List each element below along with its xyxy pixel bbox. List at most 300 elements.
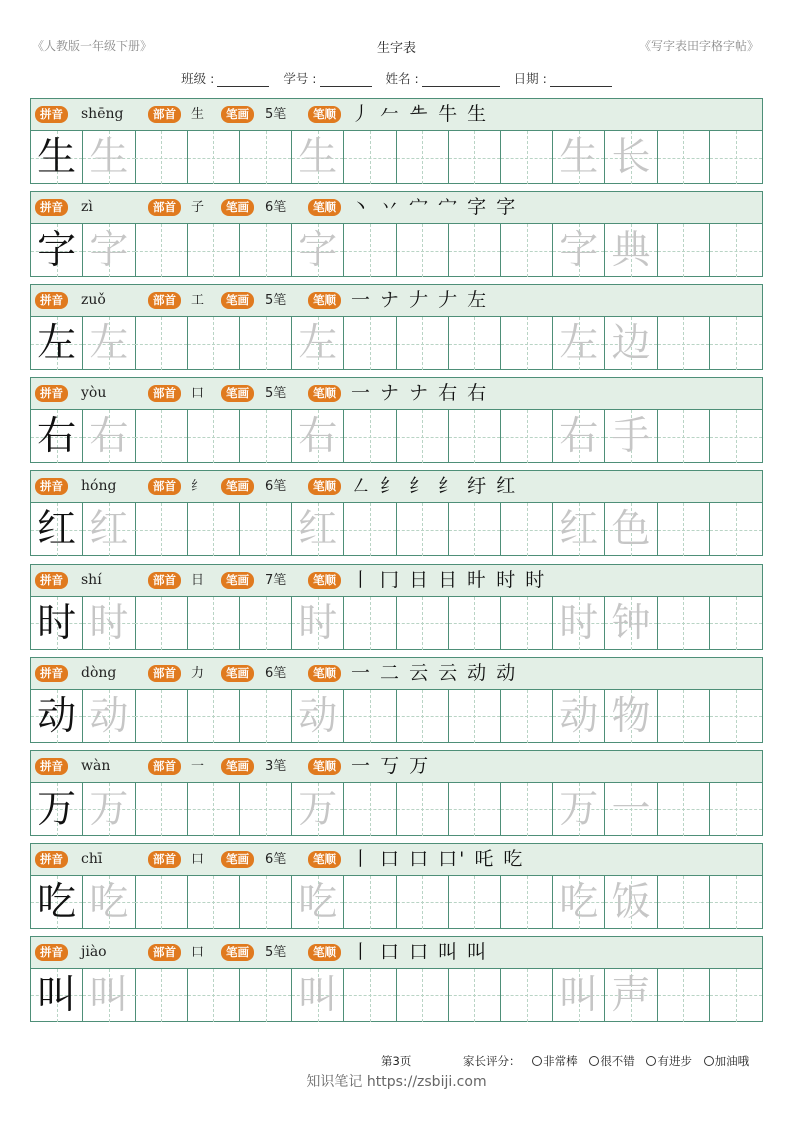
pinyin-label: 拼音 (35, 944, 68, 961)
grid-cell[interactable] (449, 131, 501, 184)
grid-cell[interactable] (188, 783, 240, 836)
grid-cell[interactable] (605, 597, 657, 650)
char-row (30, 284, 763, 370)
stroke-order-value: 丿 𠂉 𠂒 牛 生 (351, 103, 489, 125)
page-title: 生字表 (376, 41, 416, 56)
grid-cell[interactable] (605, 317, 657, 370)
strokes-value: 6笔 (265, 479, 287, 495)
pinyin-value: dòng (81, 664, 117, 681)
trace-character: 时 (89, 600, 129, 646)
trace-character: 动 (559, 693, 599, 739)
model-character: 左 (37, 321, 77, 367)
trace-character: 饭 (611, 879, 651, 925)
stroke-order-label: 笔顺 (308, 478, 341, 495)
header-right: 《写字表田字格字帖》 (638, 39, 759, 53)
grid-cell[interactable] (188, 969, 240, 1022)
stroke-order-value: 丶 丷 宀 宀 字 字 (351, 196, 518, 219)
radical-value: 纟 (191, 479, 205, 495)
radical-value: 日 (191, 572, 205, 588)
model-character: 右 (37, 414, 77, 460)
grid-cell[interactable] (135, 224, 187, 277)
grid-cell[interactable] (31, 224, 83, 277)
writing-grid (31, 783, 762, 836)
pinyin-label: 拼音 (35, 385, 68, 402)
strokes-label: 笔画 (221, 944, 254, 961)
grid-cell[interactable] (501, 317, 553, 370)
radical-value: 口 (191, 851, 205, 867)
grid-cell[interactable] (135, 876, 187, 929)
radical-value: 一 (191, 758, 205, 774)
radical-label: 部首 (148, 292, 181, 309)
grid-cell[interactable] (605, 969, 657, 1022)
trace-character: 吃 (559, 879, 599, 925)
stroke-order-label: 笔顺 (308, 944, 341, 961)
stroke-order-value: 一 丂 万 (351, 754, 431, 777)
writing-grid (31, 410, 762, 463)
pinyin-label: 拼音 (35, 665, 68, 682)
stroke-order-label: 笔顺 (308, 199, 341, 216)
writing-grid (31, 969, 762, 1022)
grid-cell[interactable] (83, 969, 135, 1022)
grid-cell[interactable] (501, 410, 553, 463)
grid-cell[interactable] (344, 410, 396, 463)
grid-cell[interactable] (135, 503, 187, 556)
grid-cell[interactable] (83, 503, 135, 556)
pinyin-label: 拼音 (35, 199, 68, 216)
grid-cell[interactable] (292, 131, 344, 184)
grid-cell[interactable] (135, 783, 187, 836)
grid-cell[interactable] (605, 131, 657, 184)
trace-character: 红 (298, 507, 338, 553)
grid-cell[interactable] (397, 503, 449, 556)
grid-cell[interactable] (658, 317, 710, 370)
stroke-order-value: 一 ナ ナ 右 右 (351, 382, 489, 405)
grid-cell[interactable] (710, 317, 762, 370)
grid-cell[interactable] (658, 876, 710, 929)
grid-cell[interactable] (240, 503, 292, 556)
grid-cell[interactable] (553, 690, 605, 743)
strokes-label: 笔画 (221, 106, 254, 123)
grid-cell[interactable] (710, 969, 762, 1022)
grid-cell[interactable] (292, 317, 344, 370)
grid-cell[interactable] (553, 783, 605, 836)
grid-cell[interactable] (344, 597, 396, 650)
grid-cell[interactable] (449, 783, 501, 836)
pinyin-label: 拼音 (35, 572, 68, 589)
grid-cell[interactable] (83, 597, 135, 650)
grid-cell[interactable] (31, 317, 83, 370)
radical-label: 部首 (148, 199, 181, 216)
strokes-value: 6笔 (265, 665, 287, 681)
grid-cell[interactable] (292, 597, 344, 650)
grid-cell[interactable] (188, 876, 240, 929)
grid-cell[interactable] (188, 690, 240, 743)
grid-cell[interactable] (710, 597, 762, 650)
trace-character: 红 (89, 507, 129, 553)
grid-cell[interactable] (135, 597, 187, 650)
grid-cell[interactable] (553, 597, 605, 650)
trace-character: 动 (89, 693, 129, 739)
grid-cell[interactable] (449, 317, 501, 370)
grid-cell[interactable] (31, 783, 83, 836)
row-header (31, 471, 762, 503)
grid-cell[interactable] (710, 876, 762, 929)
grid-cell[interactable] (188, 503, 240, 556)
strokes-label: 笔画 (221, 292, 254, 309)
header-left: 《人教版一年级下册》 (32, 39, 153, 53)
grid-cell[interactable] (501, 503, 553, 556)
writing-grid (31, 317, 762, 370)
grid-cell[interactable] (397, 410, 449, 463)
grid-cell[interactable] (292, 224, 344, 277)
stroke-order-value: 丨 口 口 叫 叫 (351, 940, 489, 963)
grid-cell[interactable] (83, 317, 135, 370)
radical-value: 子 (191, 200, 205, 216)
grid-cell[interactable] (449, 876, 501, 929)
grid-cell[interactable] (397, 131, 449, 184)
grid-cell[interactable] (501, 690, 553, 743)
grid-cell[interactable] (658, 783, 710, 836)
grid-cell[interactable] (188, 317, 240, 370)
grid-cell[interactable] (83, 410, 135, 463)
grid-cell[interactable] (553, 131, 605, 184)
strokes-value: 5笔 (265, 293, 287, 309)
grid-cell[interactable] (710, 410, 762, 463)
grid-cell[interactable] (658, 131, 710, 184)
grid-cell[interactable] (83, 690, 135, 743)
writing-grid (31, 876, 762, 929)
writing-grid (31, 597, 762, 650)
grid-cell[interactable] (344, 224, 396, 277)
strokes-value: 5笔 (265, 386, 287, 402)
trace-character: 万 (89, 786, 129, 832)
strokes-value: 5笔 (265, 107, 287, 122)
grid-cell[interactable] (710, 224, 762, 277)
radical-label: 部首 (148, 851, 181, 868)
grid-cell[interactable] (188, 597, 240, 650)
radical-label: 部首 (148, 106, 181, 123)
model-character: 时 (37, 600, 77, 646)
grid-cell[interactable] (605, 876, 657, 929)
trace-character: 右 (559, 414, 599, 460)
pinyin-value: jiào (81, 943, 107, 960)
grid-cell[interactable] (449, 503, 501, 556)
trace-character: 生 (298, 135, 338, 180)
student-info (0, 69, 793, 87)
grid-cell[interactable] (31, 969, 83, 1022)
stroke-order-label: 笔顺 (308, 665, 341, 682)
grid-cell[interactable] (605, 690, 657, 743)
char-row (30, 98, 763, 184)
row-header (31, 658, 762, 690)
student-number-field[interactable]: 学号 : (283, 71, 371, 86)
grid-cell[interactable] (449, 690, 501, 743)
trace-character: 时 (559, 600, 599, 646)
eval-option-keep-going[interactable]: 加油哦 (704, 1054, 750, 1068)
radical-label: 部首 (148, 385, 181, 402)
grid-cell[interactable] (83, 876, 135, 929)
grid-cell[interactable] (188, 410, 240, 463)
grid-cell[interactable] (501, 969, 553, 1022)
grid-cell[interactable] (135, 410, 187, 463)
eval-option-excellent[interactable]: 非常棒 (532, 1054, 578, 1068)
grid-cell[interactable] (449, 224, 501, 277)
char-row (30, 657, 763, 743)
grid-cell[interactable] (240, 783, 292, 836)
trace-character: 字 (89, 228, 129, 274)
stroke-order-value: 丨 冂 日 日 旪 时 时 (351, 568, 547, 591)
grid-cell[interactable] (501, 131, 553, 184)
char-row (30, 564, 763, 650)
trace-character: 万 (559, 786, 599, 832)
row-header (31, 285, 762, 317)
row-header (31, 378, 762, 410)
pinyin-value: wàn (81, 757, 111, 774)
radical-label: 部首 (148, 665, 181, 682)
stroke-order-label: 笔顺 (308, 292, 341, 309)
trace-character: 右 (89, 414, 129, 460)
char-row (30, 936, 763, 1022)
trace-character: 叫 (298, 972, 338, 1018)
pinyin-label: 拼音 (35, 851, 68, 868)
grid-cell[interactable] (658, 410, 710, 463)
model-character: 生 (37, 135, 77, 180)
strokes-value: 6笔 (265, 200, 287, 216)
trace-character: 生 (89, 135, 129, 180)
radical-label: 部首 (148, 478, 181, 495)
grid-cell[interactable] (240, 597, 292, 650)
grid-cell[interactable] (553, 410, 605, 463)
grid-cell[interactable] (344, 969, 396, 1022)
grid-cell[interactable] (31, 503, 83, 556)
model-character: 吃 (37, 879, 77, 925)
grid-cell[interactable] (501, 876, 553, 929)
row-header (31, 751, 762, 783)
trace-character: 叫 (89, 972, 129, 1018)
stroke-order-value: 丨 口 口 口' 吒 吃 (351, 847, 525, 870)
grid-cell[interactable] (292, 876, 344, 929)
grid-cell[interactable] (292, 969, 344, 1022)
grid-cell[interactable] (710, 131, 762, 184)
radical-value: 工 (191, 293, 205, 309)
strokes-label: 笔画 (221, 385, 254, 402)
grid-cell[interactable] (344, 690, 396, 743)
char-row (30, 750, 763, 836)
grid-cell[interactable] (397, 690, 449, 743)
trace-character: 典 (611, 228, 651, 274)
grid-cell[interactable] (397, 969, 449, 1022)
stroke-order-label: 笔顺 (308, 572, 341, 589)
strokes-label: 笔画 (221, 199, 254, 216)
strokes-value: 5笔 (265, 944, 287, 960)
row-header (31, 937, 762, 969)
pinyin-value: shí (81, 571, 102, 588)
model-character: 字 (37, 228, 77, 274)
grid-cell[interactable] (605, 503, 657, 556)
grid-cell[interactable] (83, 131, 135, 184)
trace-character: 生 (559, 135, 599, 180)
grid-cell[interactable] (188, 131, 240, 184)
pinyin-value: zuǒ (81, 292, 106, 309)
page-number: 第3页 (381, 1054, 412, 1068)
watermark: 知识笔记 https://zsbiji.com (306, 1074, 487, 1090)
grid-cell[interactable] (658, 597, 710, 650)
pinyin-value: chī (81, 850, 103, 867)
grid-cell[interactable] (240, 876, 292, 929)
grid-cell[interactable] (292, 410, 344, 463)
stroke-order-label: 笔顺 (308, 851, 341, 868)
grid-cell[interactable] (292, 783, 344, 836)
stroke-order-label: 笔顺 (308, 106, 341, 123)
grid-cell[interactable] (31, 597, 83, 650)
grid-cell[interactable] (135, 969, 187, 1022)
grid-cell[interactable] (449, 410, 501, 463)
trace-character: 一 (611, 786, 651, 832)
grid-cell[interactable] (605, 224, 657, 277)
grid-cell[interactable] (240, 224, 292, 277)
grid-cell[interactable] (344, 783, 396, 836)
trace-character: 时 (298, 600, 338, 646)
grid-cell[interactable] (553, 876, 605, 929)
grid-cell[interactable] (449, 969, 501, 1022)
grid-cell[interactable] (83, 224, 135, 277)
grid-cell[interactable] (292, 690, 344, 743)
grid-cell[interactable] (397, 224, 449, 277)
stroke-order-value: ㇜ 纟 纟 纟 纡 红 (351, 475, 518, 498)
trace-character: 物 (611, 693, 651, 739)
char-row (30, 377, 763, 463)
stroke-order-label: 笔顺 (308, 385, 341, 402)
char-row (30, 470, 763, 556)
grid-cell[interactable] (83, 783, 135, 836)
eval-option-good[interactable]: 很不错 (589, 1054, 635, 1068)
char-row (30, 843, 763, 929)
pinyin-label: 拼音 (35, 106, 68, 123)
stroke-order-value: 一 二 云 云 动 动 (351, 661, 518, 684)
grid-cell[interactable] (344, 131, 396, 184)
trace-character: 吃 (298, 879, 338, 925)
trace-character: 手 (611, 414, 651, 460)
char-row (30, 191, 763, 277)
grid-cell[interactable] (710, 690, 762, 743)
trace-character: 动 (298, 693, 338, 739)
trace-character: 字 (559, 228, 599, 274)
grid-cell[interactable] (397, 597, 449, 650)
trace-character: 万 (298, 786, 338, 832)
grid-cell[interactable] (240, 969, 292, 1022)
grid-cell[interactable] (135, 690, 187, 743)
grid-cell[interactable] (605, 783, 657, 836)
grid-cell[interactable] (31, 690, 83, 743)
trace-character: 边 (611, 321, 651, 367)
grid-cell[interactable] (397, 783, 449, 836)
trace-character: 右 (298, 414, 338, 460)
model-character: 动 (37, 693, 77, 739)
strokes-label: 笔画 (221, 758, 254, 775)
writing-grid (31, 690, 762, 743)
row-header (31, 192, 762, 224)
trace-character: 叫 (559, 972, 599, 1018)
trace-character: 字 (298, 228, 338, 274)
grid-cell[interactable] (658, 224, 710, 277)
pinyin-label: 拼音 (35, 478, 68, 495)
stroke-order-value: 一 ナ 𠂇 𠂇 左 (351, 289, 489, 312)
grid-cell[interactable] (344, 876, 396, 929)
grid-cell[interactable] (553, 503, 605, 556)
grid-cell[interactable] (501, 224, 553, 277)
eval-option-progress[interactable]: 有进步 (646, 1054, 692, 1068)
name-field[interactable]: 姓名 : (385, 71, 499, 86)
grid-cell[interactable] (449, 597, 501, 650)
pinyin-label: 拼音 (35, 292, 68, 309)
trace-character: 左 (89, 321, 129, 367)
grid-cell[interactable] (501, 597, 553, 650)
grid-cell[interactable] (658, 503, 710, 556)
grid-cell[interactable] (135, 131, 187, 184)
grid-cell[interactable] (658, 690, 710, 743)
date-field[interactable]: 日期 : (514, 71, 612, 86)
grid-cell[interactable] (31, 410, 83, 463)
strokes-value: 7笔 (265, 572, 287, 588)
strokes-value: 3笔 (265, 758, 287, 774)
class-field[interactable]: 班级 : (181, 71, 269, 86)
grid-cell[interactable] (344, 317, 396, 370)
radical-label: 部首 (148, 758, 181, 775)
trace-character: 长 (611, 135, 651, 180)
radical-label: 部首 (148, 944, 181, 961)
trace-character: 红 (559, 507, 599, 553)
strokes-label: 笔画 (221, 665, 254, 682)
strokes-label: 笔画 (221, 478, 254, 495)
stroke-order-label: 笔顺 (308, 758, 341, 775)
row-header (31, 99, 762, 131)
grid-cell[interactable] (31, 876, 83, 929)
grid-cell[interactable] (710, 783, 762, 836)
row-header (31, 844, 762, 876)
grid-cell[interactable] (397, 317, 449, 370)
grid-cell[interactable] (501, 783, 553, 836)
grid-cell[interactable] (553, 317, 605, 370)
grid-cell[interactable] (605, 410, 657, 463)
model-character: 叫 (37, 972, 77, 1018)
pinyin-value: shēng (81, 106, 124, 122)
grid-cell[interactable] (710, 503, 762, 556)
trace-character: 左 (298, 321, 338, 367)
grid-cell[interactable] (188, 224, 240, 277)
pinyin-value: zì (81, 199, 93, 216)
radical-value: 力 (191, 665, 205, 681)
row-header (31, 565, 762, 597)
grid-cell[interactable] (240, 690, 292, 743)
trace-character: 声 (611, 972, 651, 1018)
grid-cell[interactable] (553, 224, 605, 277)
grid-cell[interactable] (553, 969, 605, 1022)
grid-cell[interactable] (240, 317, 292, 370)
grid-cell[interactable] (240, 410, 292, 463)
model-character: 红 (37, 507, 77, 553)
writing-grid (31, 503, 762, 556)
grid-cell[interactable] (135, 317, 187, 370)
strokes-label: 笔画 (221, 851, 254, 868)
grid-cell[interactable] (344, 503, 396, 556)
grid-cell[interactable] (31, 131, 83, 184)
grid-cell[interactable] (658, 969, 710, 1022)
grid-cell[interactable] (292, 503, 344, 556)
pinyin-value: hóng (81, 478, 117, 495)
grid-cell[interactable] (397, 876, 449, 929)
radical-value: 口 (191, 944, 205, 960)
grid-cell[interactable] (240, 131, 292, 184)
